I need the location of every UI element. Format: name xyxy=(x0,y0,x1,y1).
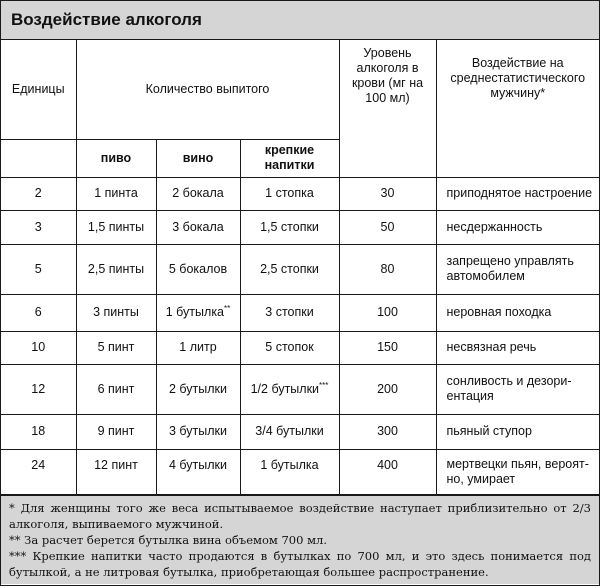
cell-beer: 5 пинт xyxy=(76,331,156,364)
cell-effect: мертвецки пьян, вероят-но, умирает xyxy=(436,449,599,494)
cell-beer: 9 пинт xyxy=(76,414,156,449)
cell-spirits: 3 стопки xyxy=(240,294,339,331)
cell-wine: 2 бутылки xyxy=(156,364,240,414)
cell-beer: 6 пинт xyxy=(76,364,156,414)
cell-spirits-text: 1/2 бутылки xyxy=(250,381,320,396)
header-spirits: крепкие напитки xyxy=(240,139,339,177)
cell-level: 300 xyxy=(339,414,436,449)
cell-level: 80 xyxy=(339,244,436,294)
cell-spirits xyxy=(240,364,339,414)
cell-wine: 5 бокалов xyxy=(156,244,240,294)
table-row xyxy=(1,331,599,364)
cell-units: 6 xyxy=(1,294,76,331)
cell-effect: неровная походка xyxy=(436,294,599,331)
table-row xyxy=(1,244,599,294)
cell-spirits: 1 бутылка xyxy=(240,449,339,494)
footnotes xyxy=(1,495,599,584)
cell-effect: приподнятое настроение xyxy=(436,177,599,210)
cell-beer: 1 пинта xyxy=(76,177,156,210)
table-row xyxy=(1,294,599,331)
cell-beer: 2,5 пинты xyxy=(76,244,156,294)
cell-units: 10 xyxy=(1,331,76,364)
cell-wine-text: 1 бутылка xyxy=(165,305,225,319)
cell-wine: 3 бутылки xyxy=(156,414,240,449)
cell-spirits: 1,5 стопки xyxy=(240,210,339,244)
table-row xyxy=(1,364,599,414)
footnote-mark-wine: ** xyxy=(224,303,231,313)
cell-wine xyxy=(156,294,240,331)
cell-units: 5 xyxy=(1,244,76,294)
footnote-2: ** За расчет берется бутылка вина объемом 700 мл. xyxy=(9,532,328,547)
cell-units: 12 xyxy=(1,364,76,414)
cell-beer: 3 пинты xyxy=(76,294,156,331)
cell-spirits: 3/4 бутылки xyxy=(240,414,339,449)
cell-wine: 3 бокала xyxy=(156,210,240,244)
footnote-1: * Для женщины того же веса испытываемое воздействие наступает приблизительно от 2/3 алкоголя, выпиваемого мужчиной. xyxy=(9,500,591,531)
header-beer: пиво xyxy=(76,139,156,177)
alcohol-table xyxy=(1,40,599,495)
header-units-empty xyxy=(1,139,76,177)
cell-level: 400 xyxy=(339,449,436,494)
cell-wine: 1 литр xyxy=(156,331,240,364)
cell-beer: 12 пинт xyxy=(76,449,156,494)
cell-units: 3 xyxy=(1,210,76,244)
cell-effect: запрещено управлять автомобилем xyxy=(436,244,599,294)
cell-level: 50 xyxy=(339,210,436,244)
table-row xyxy=(1,414,599,449)
cell-wine: 2 бокала xyxy=(156,177,240,210)
header-units: Единицы xyxy=(1,40,76,139)
document-title xyxy=(1,1,599,40)
cell-spirits: 2,5 стопки xyxy=(240,244,339,294)
header-blood-level: Уровень алкоголя в крови (мг на 100 мл) xyxy=(339,40,436,177)
cell-spirits: 1 стопка xyxy=(240,177,339,210)
cell-spirits: 5 стопок xyxy=(240,331,339,364)
cell-level: 30 xyxy=(339,177,436,210)
cell-effect: несвязная речь xyxy=(436,331,599,364)
cell-effect: сонливость и дезори-ентация xyxy=(436,364,599,414)
table-row xyxy=(1,177,599,210)
cell-beer: 1,5 пинты xyxy=(76,210,156,244)
header-effect: Воздействие на среднестатистического мужчину* xyxy=(436,40,599,177)
header-wine: вино xyxy=(156,139,240,177)
cell-level: 150 xyxy=(339,331,436,364)
table-row xyxy=(1,449,599,494)
cell-level: 200 xyxy=(339,364,436,414)
table-row xyxy=(1,210,599,244)
cell-units: 18 xyxy=(1,414,76,449)
cell-effect: пьяный ступор xyxy=(436,414,599,449)
cell-units: 24 xyxy=(1,449,76,494)
footnote-3: *** Крепкие напитки часто продаются в бутылках по 700 мл, и это здесь понимается под бутылкой, а не литровая бутылка, приобретающая большее распространение. xyxy=(9,548,591,579)
cell-units: 2 xyxy=(1,177,76,210)
header-row-main xyxy=(1,40,599,139)
title-text: Воздействие алкоголя xyxy=(11,10,202,29)
footnote-mark-spirits: *** xyxy=(319,380,329,390)
cell-level: 100 xyxy=(339,294,436,331)
cell-wine: 4 бутылки xyxy=(156,449,240,494)
cell-effect: несдержанность xyxy=(436,210,599,244)
header-amount: Количество выпитого xyxy=(76,40,339,139)
